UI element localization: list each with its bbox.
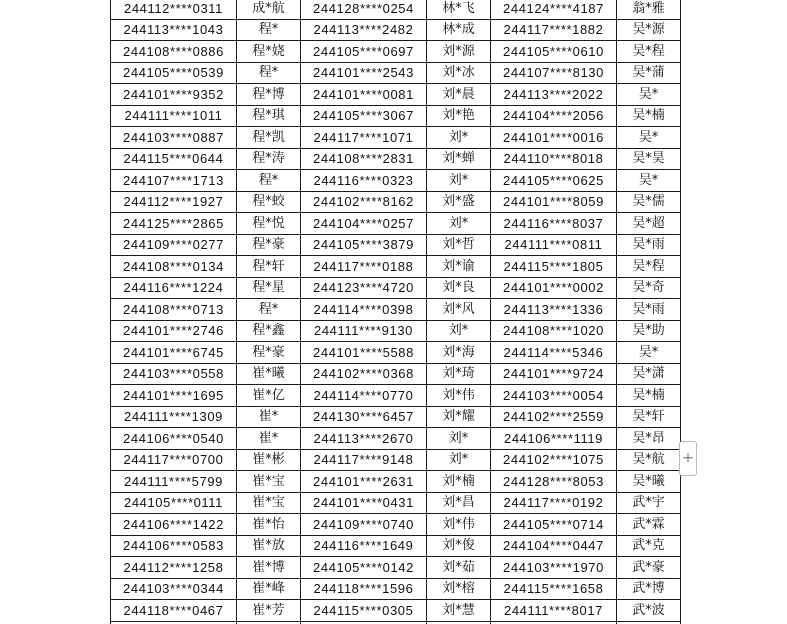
id-number-cell: 244111****9130: [301, 320, 427, 342]
id-number-cell: 244101****2543: [301, 62, 427, 84]
id-number-cell: 244117****0700: [111, 449, 237, 471]
table-row: [111, 514, 681, 536]
name-cell: 吴*潇: [617, 363, 681, 385]
name-cell: 刘*谕: [427, 256, 491, 278]
name-cell: 刘*艳: [427, 105, 491, 127]
table-row: [111, 406, 681, 428]
name-cell: 吴*超: [617, 213, 681, 235]
name-cell: 刘*慧: [427, 600, 491, 622]
name-cell: 武*霖: [617, 514, 681, 536]
name-cell: 吴*: [617, 342, 681, 364]
name-cell: 程*娆: [237, 41, 301, 63]
name-cell: 程*星: [237, 277, 301, 299]
name-cell: 程*: [237, 299, 301, 321]
table-row: [111, 471, 681, 493]
id-number-cell: 244108****0134: [111, 256, 237, 278]
id-number-cell: 244104****0447: [491, 535, 617, 557]
id-number-cell: 244108****0886: [111, 41, 237, 63]
id-number-cell: 244115****1658: [491, 578, 617, 600]
name-cell: 吴*源: [617, 19, 681, 41]
name-cell: 刘*俊: [427, 535, 491, 557]
name-cell: 林*成: [427, 19, 491, 41]
id-number-cell: 244107****1713: [111, 170, 237, 192]
name-cell: 吴*楠: [617, 385, 681, 407]
id-number-cell: 244105****3879: [301, 234, 427, 256]
table-row: [111, 213, 681, 235]
id-number-cell: 244113****2670: [301, 428, 427, 450]
id-number-cell: 244113****1043: [111, 19, 237, 41]
name-cell: 崔*放: [237, 535, 301, 557]
id-number-cell: 244101****0002: [491, 277, 617, 299]
id-number-cell: 244115****0644: [111, 148, 237, 170]
id-number-cell: 244105****0539: [111, 62, 237, 84]
id-number-cell: 244118****0467: [111, 600, 237, 622]
name-cell: 吴*曦: [617, 471, 681, 493]
id-number-cell: 244116****1649: [301, 535, 427, 557]
id-number-cell: 244112****1927: [111, 191, 237, 213]
id-number-cell: 244123****4720: [301, 277, 427, 299]
id-number-cell: 244115****0305: [301, 600, 427, 622]
name-cell: 刘*伟: [427, 385, 491, 407]
id-number-cell: 244128****8053: [491, 471, 617, 493]
id-number-cell: 244101****0081: [301, 84, 427, 106]
id-number-cell: 244114****5346: [491, 342, 617, 364]
id-number-cell: 244103****0344: [111, 578, 237, 600]
table-row: [111, 62, 681, 84]
name-cell: 刘*哲: [427, 234, 491, 256]
name-cell: 崔*宝: [237, 492, 301, 514]
name-cell: 吴*: [617, 170, 681, 192]
id-number-cell: 244102****2559: [491, 406, 617, 428]
id-number-cell: 244115****1805: [491, 256, 617, 278]
table-row: [111, 320, 681, 342]
name-cell: 吴*程: [617, 256, 681, 278]
name-cell: 武*宇: [617, 492, 681, 514]
name-cell: 吴*奇: [617, 277, 681, 299]
id-number-cell: 244108****1020: [491, 320, 617, 342]
id-number-cell: 244128****0254: [301, 0, 427, 19]
name-cell: 刘*海: [427, 342, 491, 364]
name-cell: 程*蛟: [237, 191, 301, 213]
id-number-cell: 244104****0257: [301, 213, 427, 235]
name-cell: 崔*亿: [237, 385, 301, 407]
name-cell: 崔*怡: [237, 514, 301, 536]
id-number-cell: 244111****0811: [491, 234, 617, 256]
id-number-cell: 244110****8018: [491, 148, 617, 170]
table-row: [111, 19, 681, 41]
name-cell: 程*: [237, 19, 301, 41]
name-cell: 翁*雅: [617, 0, 681, 19]
name-cell: 刘*: [427, 428, 491, 450]
table-row: [111, 342, 681, 364]
id-number-cell: 244105****0142: [301, 557, 427, 579]
name-cell: 吴*雨: [617, 234, 681, 256]
name-cell: 吴*程: [617, 41, 681, 63]
table-row: [111, 600, 681, 622]
name-cell: 崔*曦: [237, 363, 301, 385]
name-cell: 程*涛: [237, 148, 301, 170]
id-number-cell: 244111****1011: [111, 105, 237, 127]
id-number-cell: 244105****0714: [491, 514, 617, 536]
name-cell: 刘*: [427, 320, 491, 342]
name-cell: 刘*: [427, 213, 491, 235]
id-number-cell: 244102****0368: [301, 363, 427, 385]
name-cell: 吴*昊: [617, 148, 681, 170]
table-row: [111, 41, 681, 63]
name-cell: 刘*晨: [427, 84, 491, 106]
table-row: [111, 191, 681, 213]
table-row: [111, 449, 681, 471]
id-number-cell: 244102****1075: [491, 449, 617, 471]
id-number-cell: 244101****2631: [301, 471, 427, 493]
name-cell: 吴*雨: [617, 299, 681, 321]
table-row: [111, 385, 681, 407]
name-cell: 吴*航: [617, 449, 681, 471]
student-list-table: [110, 0, 681, 624]
id-number-cell: 244116****1224: [111, 277, 237, 299]
id-number-cell: 244114****0398: [301, 299, 427, 321]
name-cell: 刘*蝉: [427, 148, 491, 170]
name-cell: 程*豪: [237, 234, 301, 256]
id-number-cell: 244117****9148: [301, 449, 427, 471]
id-number-cell: 244101****2746: [111, 320, 237, 342]
name-cell: 程*博: [237, 84, 301, 106]
name-cell: 程*鑫: [237, 320, 301, 342]
name-cell: 刘*楠: [427, 471, 491, 493]
id-number-cell: 244113****2482: [301, 19, 427, 41]
name-cell: 武*波: [617, 600, 681, 622]
id-number-cell: 244103****0054: [491, 385, 617, 407]
table-row: [111, 277, 681, 299]
table-row: [111, 578, 681, 600]
name-cell: 刘*榕: [427, 578, 491, 600]
id-number-cell: 244108****2831: [301, 148, 427, 170]
id-number-cell: 244105****3067: [301, 105, 427, 127]
plus-icon: +: [682, 450, 694, 466]
id-number-cell: 244105****0111: [111, 492, 237, 514]
id-number-cell: 244101****9724: [491, 363, 617, 385]
table-row: [111, 428, 681, 450]
id-number-cell: 244101****6745: [111, 342, 237, 364]
name-cell: 刘*茹: [427, 557, 491, 579]
table-row: [111, 492, 681, 514]
id-number-cell: 244101****5588: [301, 342, 427, 364]
table-row: [111, 105, 681, 127]
name-cell: 武*克: [617, 535, 681, 557]
name-cell: 刘*琦: [427, 363, 491, 385]
id-number-cell: 244117****0188: [301, 256, 427, 278]
id-number-cell: 244101****9352: [111, 84, 237, 106]
id-number-cell: 244104****2056: [491, 105, 617, 127]
name-cell: 程*豪: [237, 342, 301, 364]
id-number-cell: 244116****0323: [301, 170, 427, 192]
name-cell: 刘*: [427, 449, 491, 471]
name-cell: 程*: [237, 170, 301, 192]
table-row: [111, 363, 681, 385]
id-number-cell: 244105****0610: [491, 41, 617, 63]
name-cell: 吴*昂: [617, 428, 681, 450]
name-cell: 刘*: [427, 127, 491, 149]
name-cell: 刘*伟: [427, 514, 491, 536]
name-cell: 武*豪: [617, 557, 681, 579]
name-cell: 吴*助: [617, 320, 681, 342]
table-row: [111, 84, 681, 106]
name-cell: 刘*盛: [427, 191, 491, 213]
table-row: [111, 234, 681, 256]
id-number-cell: 244117****1882: [491, 19, 617, 41]
id-number-cell: 244102****8162: [301, 191, 427, 213]
name-cell: 崔*芳: [237, 600, 301, 622]
name-cell: 吴*: [617, 84, 681, 106]
table-row: [111, 256, 681, 278]
name-cell: 程*悦: [237, 213, 301, 235]
id-number-cell: 244105****0625: [491, 170, 617, 192]
name-cell: 崔*宝: [237, 471, 301, 493]
add-row-button[interactable]: [679, 441, 697, 476]
id-number-cell: 244114****0770: [301, 385, 427, 407]
name-cell: 吴*蒲: [617, 62, 681, 84]
table-body: [111, 0, 681, 624]
name-cell: 程*: [237, 62, 301, 84]
name-cell: 成*航: [237, 0, 301, 19]
name-cell: 吴*: [617, 127, 681, 149]
name-cell: 刘*: [427, 170, 491, 192]
id-number-cell: 244101****0431: [301, 492, 427, 514]
name-cell: 刘*冰: [427, 62, 491, 84]
id-number-cell: 244105****0697: [301, 41, 427, 63]
name-cell: 武*博: [617, 578, 681, 600]
id-number-cell: 244106****0583: [111, 535, 237, 557]
table-row: [111, 127, 681, 149]
id-number-cell: 244103****0558: [111, 363, 237, 385]
table-row: [111, 557, 681, 579]
id-number-cell: 244130****6457: [301, 406, 427, 428]
id-number-cell: 244111****1309: [111, 406, 237, 428]
id-number-cell: 244107****8130: [491, 62, 617, 84]
name-cell: 刘*风: [427, 299, 491, 321]
name-cell: 刘*耀: [427, 406, 491, 428]
id-number-cell: 244106****0540: [111, 428, 237, 450]
name-cell: 崔*博: [237, 557, 301, 579]
id-number-cell: 244116****8037: [491, 213, 617, 235]
id-number-cell: 244106****1422: [111, 514, 237, 536]
id-number-cell: 244103****1970: [491, 557, 617, 579]
id-number-cell: 244124****4187: [491, 0, 617, 19]
table-row: [111, 148, 681, 170]
id-number-cell: 244106****1119: [491, 428, 617, 450]
id-number-cell: 244117****0192: [491, 492, 617, 514]
name-cell: 吴*儒: [617, 191, 681, 213]
id-number-cell: 244111****5799: [111, 471, 237, 493]
id-number-cell: 244112****1258: [111, 557, 237, 579]
table-row: [111, 0, 681, 19]
name-cell: 吴*楠: [617, 105, 681, 127]
name-cell: 崔*: [237, 428, 301, 450]
id-number-cell: 244103****0887: [111, 127, 237, 149]
id-number-cell: 244113****2022: [491, 84, 617, 106]
name-cell: 刘*源: [427, 41, 491, 63]
name-cell: 程*凯: [237, 127, 301, 149]
id-number-cell: 244125****2865: [111, 213, 237, 235]
id-number-cell: 244101****1695: [111, 385, 237, 407]
name-cell: 刘*良: [427, 277, 491, 299]
id-number-cell: 244112****0311: [111, 0, 237, 19]
id-number-cell: 244108****0713: [111, 299, 237, 321]
name-cell: 刘*昌: [427, 492, 491, 514]
name-cell: 崔*彬: [237, 449, 301, 471]
id-number-cell: 244101****0016: [491, 127, 617, 149]
name-cell: 崔*: [237, 406, 301, 428]
id-number-cell: 244118****1596: [301, 578, 427, 600]
name-cell: 程*琪: [237, 105, 301, 127]
name-cell: 吴*轩: [617, 406, 681, 428]
name-cell: 程*轩: [237, 256, 301, 278]
id-number-cell: 244109****0740: [301, 514, 427, 536]
table-row: [111, 535, 681, 557]
id-number-cell: 244111****8017: [491, 600, 617, 622]
id-number-cell: 244113****1336: [491, 299, 617, 321]
table-row: [111, 299, 681, 321]
name-cell: 林*飞: [427, 0, 491, 19]
name-cell: 崔*峰: [237, 578, 301, 600]
id-number-cell: 244117****1071: [301, 127, 427, 149]
id-number-cell: 244109****0277: [111, 234, 237, 256]
table-row: [111, 170, 681, 192]
id-number-cell: 244101****8059: [491, 191, 617, 213]
